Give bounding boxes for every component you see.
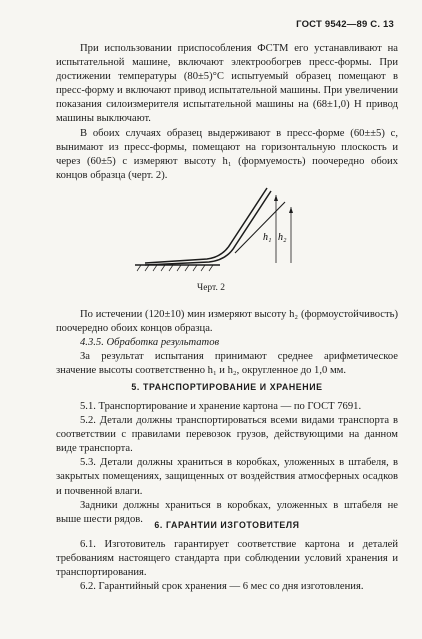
text-block-1 [56,42,398,183]
paragraph-5-2: 5.2. Детали должны транспортироваться всеми видами транспорта в соответствии с правилами перевозок грузов, действующими на данном виде транспорта. [56,415,398,455]
paragraph-5-1: 5.1. Транспортирование и хранение картона — по ГОСТ 7691. [80,401,362,412]
page-header: ГОСТ 9542—89 С. 13 [296,19,394,30]
paragraph-after-120: По истечении (120±10) мин измеряют высоту h₂ (формоустойчивость) поочередно обоих концов образца. [56,309,398,335]
paragraph-both-cases: В обоих случаях образец выдерживают в пресс-форме (60±±5) с, вынимают из пресс-формы, помещают на горизонтальную плоскость и через (60±5) с измеряют высоту h₁ (формуемость) поочередно обоих концов образца (черт. 2). [56,127,398,181]
paragraph-result: За результат испытания принимают среднее арифметическое значение высоты соответственно h₁ и h₂, округленное до 1,0 мм. [56,351,398,377]
base-hatching [137,265,213,271]
label-h2: h₂ [278,232,287,243]
paragraph-fstm: При использовании приспособления ФСТМ его устанавливают на испытательной машине, включают электрообогрев пресс-формы. При достижении температуры (80±5)°С испытуемый образец помещают в пресс-форму и включают привод испытательной машины. При увеличении показания силоизмерителя испытательной машины на (68±1,0) Н привод машины выключают. [56,43,398,125]
text-block-section-5 [56,400,398,527]
reference-line [235,202,285,253]
figure-2-drawing [135,185,295,275]
text-block-2 [56,308,398,378]
label-h1: h₁ [263,232,272,243]
text-block-section-6 [56,538,398,594]
section-6-heading: 6. ГАРАНТИИ ИЗГОТОВИТЕЛЯ [154,520,300,530]
subheading-results: 4.3.5. Обработка результатов [80,337,220,349]
paragraph-5-3: 5.3. Детали должны храниться в коробках, уложенных в штабеля, в закрытых помещениях, защищенных от воздействия атмосферных осадков и почвенной влаги. [56,457,398,497]
figure-caption: Черт. 2 [197,283,225,293]
sample-edge-lower [145,191,271,265]
paragraph-6-2: 6.2. Гарантийный срок хранения — 6 мес со дня изготовления. [80,581,364,593]
paragraph-6-1: 6.1. Изготовитель гарантирует соответствие картона и деталей требованиям настоящего стандарта при соблюдении условий хранения и транспортирования. [56,539,398,579]
section-5-heading: 5. ТРАНСПОРТИРОВАНИЕ И ХРАНЕНИЕ [131,382,323,392]
paragraph-storage-stack: Задники должны храниться в коробках, уложенных в штабеля не выше шести рядов. [56,499,398,525]
